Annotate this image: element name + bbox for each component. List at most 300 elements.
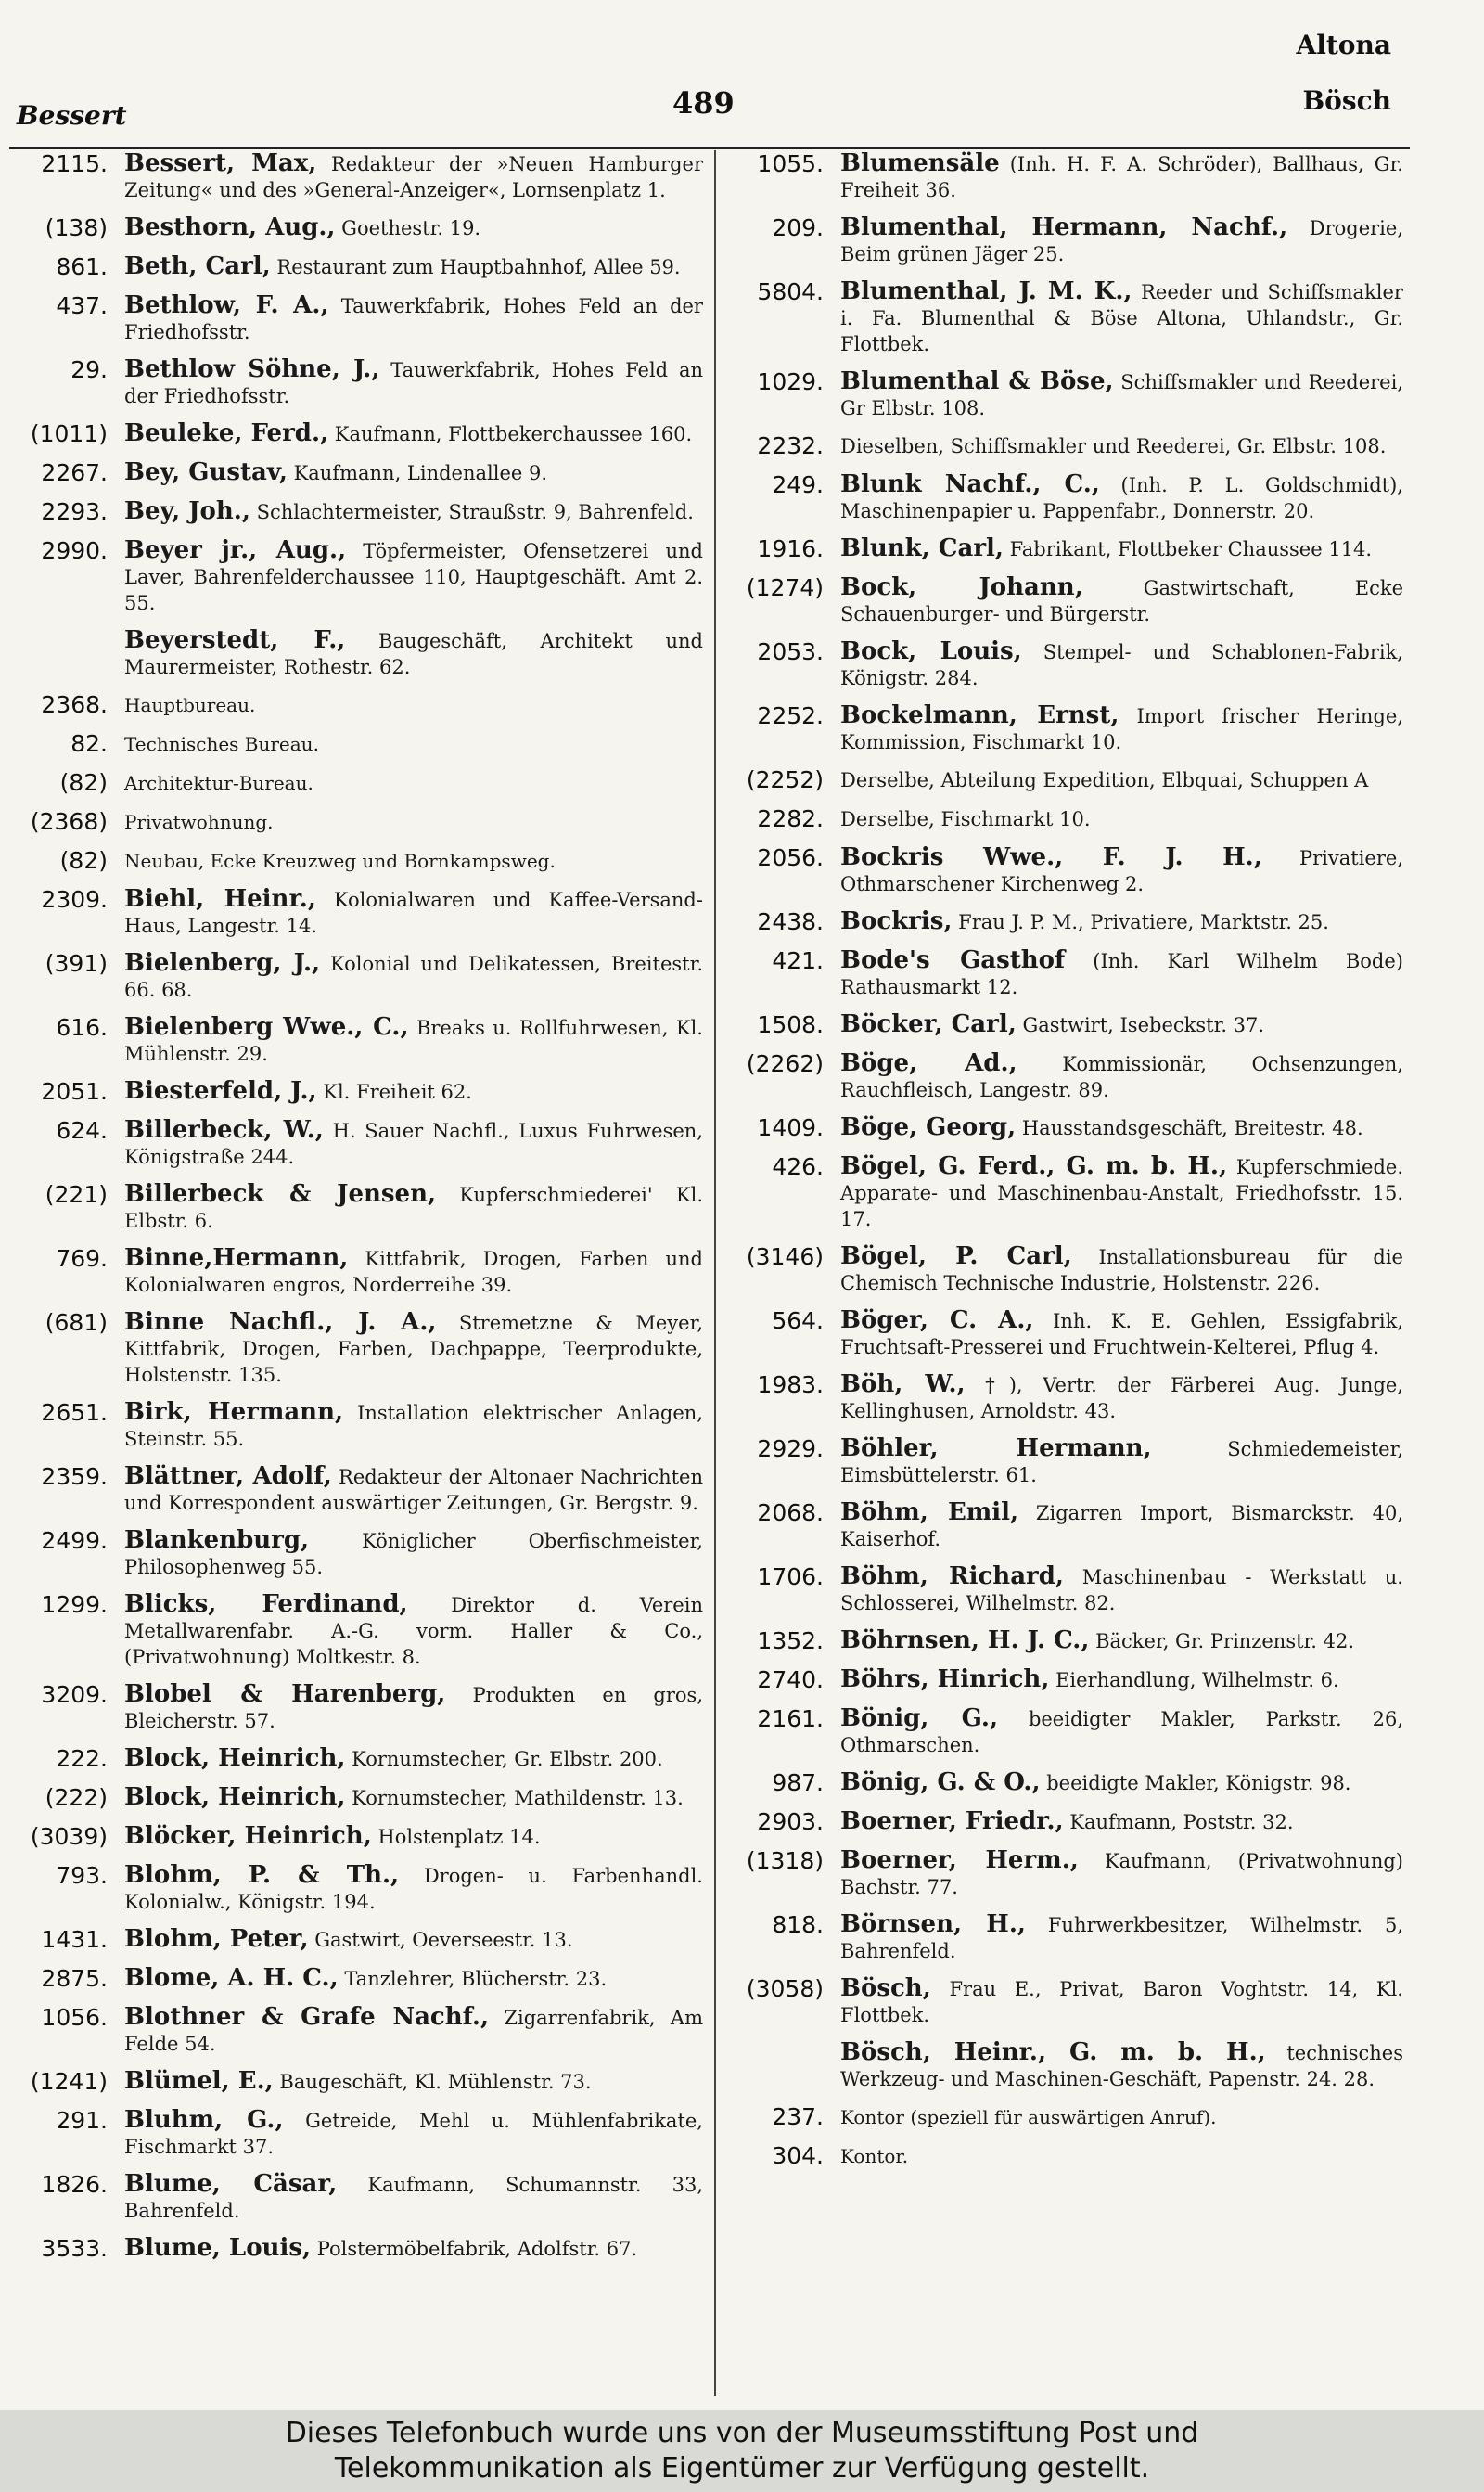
phone-number: (1011) [30, 420, 108, 447]
entry-details: Kaufmann, (Privatwohnung) Bachstr. 77. [840, 1850, 1403, 1898]
directory-entry [17, 1862, 703, 1915]
phone-number: 564. [772, 1307, 824, 1334]
subscriber-name: Biehl, Heinr., [124, 885, 316, 913]
entry-details: Tanzlehrer, Blücherstr. 23. [344, 1968, 608, 1990]
subscriber-name: Böh, W., [840, 1370, 966, 1398]
entry-details: Kupferschmiede. Apparate- und Maschinenbau-Anstalt, Friedhofsstr. 15. 17. [840, 1156, 1403, 1230]
entry-details: Restaurant zum Hauptbahnhof, Allee 59. [276, 256, 681, 278]
phone-number: 2438. [757, 908, 824, 935]
entry-details: Installationsbureau für die Chemisch Technische Industrie, Holstenstr. 226. [840, 1246, 1403, 1294]
entry-details: (Inh. Karl Wilhelm Bode) Rathausmarkt 12. [840, 950, 1403, 998]
directory-entry [17, 1245, 703, 1298]
entry-details: Kolonialwaren und Kaffee-Versand-Haus, Langestr. 14. [124, 889, 703, 937]
entry-details: Stempel- und Schablonen-Fabrik, Königstr. 284. [840, 641, 1403, 689]
entry-details: Installation elektrischer Anlagen, Steinstr. 55. [124, 1402, 703, 1450]
entry-details: (Inh. H. F. A. Schröder), Ballhaus, Gr. Freiheit 36. [840, 153, 1403, 201]
directory-entry [731, 1153, 1403, 1232]
directory-entry [17, 498, 703, 526]
entry-details: Kornumstecher, Mathildenstr. 13. [352, 1787, 684, 1809]
directory-entry [17, 769, 703, 797]
entry-text [124, 1078, 703, 1105]
entry-details: Derselbe, Abteilung Expedition, Elbquai, Schuppen A [840, 769, 1369, 791]
entry-details: Goethestr. 19. [341, 217, 481, 239]
entry-details: Kupferschmiederei' Kl. Elbstr. 6. [124, 1184, 703, 1232]
phone-number: 1409. [757, 1114, 824, 1141]
phone-number: 2282. [757, 805, 824, 832]
entry-details: Kittfabrik, Drogen, Farben und Kolonialwaren engros, Norderreihe 39. [124, 1248, 703, 1296]
phone-number: 2740. [757, 1666, 824, 1693]
entry-details: Redakteur der Altonaer Nachrichten und Korrespondent auswärtiger Zeitungen, Gr. Bergstr. 9. [124, 1466, 703, 1514]
entry-details: Getreide, Mehl u. Mühlenfabrikate, Fischmarkt 37. [124, 2110, 703, 2158]
subscriber-name: Bock, Louis, [840, 637, 1022, 665]
entry-text [124, 886, 703, 939]
entry-details: Polstermöbelfabrik, Adolfstr. 67. [316, 2238, 638, 2260]
directory-entry [17, 1784, 703, 1812]
directory-entry [731, 702, 1403, 755]
directory-entry [17, 459, 703, 487]
entry-details: Kaufmann, Poststr. 32. [1069, 1811, 1294, 1833]
entry-details: beeidigter Makler, Parkstr. 26, Othmarschen. [840, 1708, 1403, 1756]
entry-text [840, 432, 1403, 459]
entry-text [840, 1911, 1403, 1964]
phone-number: (1274) [746, 574, 824, 601]
phone-number: 29. [70, 356, 108, 383]
entry-text [124, 253, 703, 280]
entry-text [124, 1117, 703, 1170]
entry-details: Kornumstecher, Gr. Elbstr. 200. [352, 1748, 663, 1770]
subscriber-name: Bielenberg, J., [124, 949, 321, 977]
subscriber-name: Blumensäle [840, 149, 1000, 177]
entry-text [124, 2068, 703, 2095]
entry-details: Tauwerkfabrik, Hohes Feld an der Friedhofsstr. [124, 359, 704, 407]
phone-number: (221) [45, 1181, 108, 1208]
entry-text [840, 1499, 1403, 1552]
subscriber-name: Blunk, Carl, [840, 534, 1004, 562]
directory-entry [17, 808, 703, 836]
phone-number: 1299. [41, 1591, 108, 1618]
footer-line-2: Telekommunikation als Eigentümer zur Verfügung gestellt. [334, 2452, 1150, 2485]
entry-details: Neubau, Ecke Kreuzweg und Bornkampsweg. [124, 850, 556, 872]
directory-entry [17, 2004, 703, 2057]
directory-entry [17, 253, 703, 281]
subscriber-name: Blumenthal & Böse, [840, 367, 1114, 395]
entry-details: Drogerie, Beim grünen Jäger 25. [840, 217, 1403, 265]
subscriber-name: Beyer jr., Aug., [124, 536, 347, 564]
subscriber-name: Bethlow, F. A., [124, 291, 329, 319]
phone-number: 818. [772, 1911, 824, 1938]
entry-details: Bäcker, Gr. Prinzenstr. 42. [1095, 1630, 1355, 1652]
phone-number: 291. [56, 2107, 108, 2134]
header-last-entry: Bösch [1302, 85, 1391, 116]
entry-text [124, 808, 703, 835]
directory-entry [731, 1307, 1403, 1360]
directory-entry [731, 1011, 1403, 1039]
subscriber-name: Blohm, P. & Th., [124, 1861, 400, 1889]
directory-entry [17, 730, 703, 758]
phone-number: 2293. [41, 498, 108, 525]
phone-number: 3209. [41, 1681, 108, 1708]
entry-text [840, 368, 1403, 421]
directory-entry [731, 1847, 1403, 1900]
phone-number: (1241) [30, 2068, 108, 2095]
phone-number: 2056. [757, 844, 824, 871]
directory-entry [731, 214, 1403, 267]
entry-text [840, 1627, 1403, 1654]
subscriber-name: Böhler, Hermann, [840, 1434, 1152, 1462]
phone-number: 2051. [41, 1078, 108, 1105]
directory-entry [17, 2235, 703, 2263]
entry-text [124, 459, 703, 486]
directory-entry [731, 150, 1403, 203]
subscriber-name: Blume, Louis, [124, 2234, 312, 2262]
phone-number: (2262) [746, 1050, 824, 1077]
directory-entry [731, 1371, 1403, 1424]
subscriber-name: Bock, Johann, [840, 573, 1083, 601]
subscriber-name: Blunk Nachf., C., [840, 470, 1100, 498]
phone-number: 793. [56, 1862, 108, 1889]
phone-number: 237. [772, 2103, 824, 2130]
entry-details: Frau E., Privat, Baron Voghtstr. 14, Kl. Flottbek. [840, 1978, 1403, 2026]
entry-text [840, 844, 1403, 897]
entry-text [124, 1245, 703, 1298]
entry-text [840, 1666, 1403, 1693]
entry-text [840, 150, 1403, 203]
entry-details: Drogen- u. Farbenhandl. Kolonialw., Königstr. 194. [124, 1865, 703, 1913]
directory-entry [17, 2171, 703, 2224]
phone-number: (222) [45, 1784, 108, 1811]
entry-text [124, 950, 703, 1003]
directory-entry [17, 1965, 703, 1993]
directory-entry [731, 1705, 1403, 1758]
entry-details: Kaufmann, Flottbekerchaussee 160. [334, 423, 693, 445]
entry-details: Kaufmann, Lindenallee 9. [293, 462, 548, 484]
directory-entry [731, 1769, 1403, 1797]
entry-details: Fabrikant, Flottbeker Chaussee 114. [1009, 538, 1373, 560]
entry-text [124, 1862, 703, 1915]
entry-text [124, 1527, 703, 1580]
entry-details: Kontor (speziell für auswärtigen Anruf). [840, 2106, 1217, 2128]
entry-details: Privatiere, Othmarschener Kirchenweg 2. [840, 847, 1403, 895]
directory-entry [17, 886, 703, 939]
phone-number: 2359. [41, 1463, 108, 1490]
directory-entry [17, 627, 703, 680]
directory-entry [17, 847, 703, 875]
entry-details: Baugeschäft, Kl. Mühlenstr. 73. [279, 2071, 592, 2093]
entry-details: Zigarrenfabrik, Am Felde 54. [124, 2007, 703, 2055]
subscriber-name: Bockris Wwe., F. J. H., [840, 843, 1262, 871]
entry-details: Kl. Freiheit 62. [323, 1081, 472, 1103]
entry-text [124, 420, 703, 447]
entry-text [840, 1769, 1403, 1796]
phone-number: 624. [56, 1117, 108, 1144]
subscriber-name: Bönig, G., [840, 1704, 999, 1732]
directory-entry [731, 766, 1403, 794]
directory-entry [17, 1309, 703, 1388]
directory-entry [17, 1463, 703, 1516]
directory-entry [731, 278, 1403, 357]
entry-details: (Inh. P. L. Goldschmidt), Maschinenpapier u. Pappenfabr., Donnerstr. 20. [840, 474, 1403, 522]
phone-number: 861. [56, 253, 108, 280]
entry-details: Hauptbureau. [124, 694, 256, 716]
entry-text [124, 1965, 703, 1992]
phone-number: 987. [772, 1769, 824, 1796]
entry-text [840, 1307, 1403, 1360]
directory-entry [17, 1681, 703, 1734]
subscriber-name: Billerbeck & Jensen, [124, 1180, 437, 1208]
directory-entry [731, 535, 1403, 563]
entry-text [124, 1014, 703, 1067]
entry-text [124, 214, 703, 241]
entry-text [124, 1823, 703, 1850]
entry-details: Frau J. P. M., Privatiere, Marktstr. 25. [958, 911, 1329, 933]
entry-details: Kommissionär, Ochsenzungen, Rauchfleisch, Langestr. 89. [840, 1053, 1403, 1101]
subscriber-name: Böhm, Emil, [840, 1498, 1019, 1526]
entry-text [840, 535, 1403, 562]
subscriber-name: Blothner & Grafe Nachf., [124, 2003, 490, 2031]
entry-details: Produkten en gros, Bleicherstr. 57. [124, 1684, 703, 1732]
subscriber-name: Boerner, Herm., [840, 1846, 1079, 1874]
directory-entry [17, 691, 703, 719]
entry-text [840, 805, 1403, 832]
entry-details: Dieselben, Schiffsmakler und Reederei, Gr. Elbstr. 108. [840, 435, 1387, 457]
subscriber-name: Beyerstedt, F., [124, 626, 346, 654]
subscriber-name: Börnsen, H., [840, 1910, 1026, 1938]
subscriber-name: Bey, Gustav, [124, 458, 288, 486]
phone-number: 3533. [41, 2235, 108, 2262]
subscriber-name: Bielenberg Wwe., C., [124, 1013, 409, 1041]
entry-details: Redakteur der »Neuen Hamburger Zeitung« und des »General-Anzeiger«, Lornsenplatz 1. [124, 153, 703, 201]
phone-number: 2929. [757, 1435, 824, 1462]
directory-entry [731, 805, 1403, 833]
directory-entry [17, 1078, 703, 1106]
entry-details: Privatwohnung. [124, 811, 274, 833]
entry-text [124, 292, 703, 345]
phone-number: 2068. [757, 1499, 824, 1526]
entry-text [124, 1784, 703, 1811]
directory-entry [17, 1181, 703, 1234]
entry-text [124, 627, 703, 680]
phone-number: 2309. [41, 886, 108, 913]
entry-text [124, 1745, 703, 1772]
subscriber-name: Böhm, Richard, [840, 1562, 1064, 1590]
phone-number: (82) [59, 769, 108, 796]
entry-text [840, 1975, 1403, 2028]
directory-entry [731, 1114, 1403, 1142]
phone-number: 2232. [757, 432, 824, 459]
entry-text [124, 1463, 703, 1516]
entry-text [840, 1371, 1403, 1424]
subscriber-name: Birk, Hermann, [124, 1398, 344, 1426]
directory-entry [17, 537, 703, 616]
entry-text [124, 730, 703, 757]
subscriber-name: Beuleke, Ferd., [124, 419, 329, 447]
phone-number: (681) [45, 1309, 108, 1336]
phone-number: 1983. [757, 1371, 824, 1398]
subscriber-name: Binne Nachfl., J. A., [124, 1308, 437, 1336]
directory-entry [17, 356, 703, 409]
directory-entry [731, 1911, 1403, 1964]
entry-text [840, 1705, 1403, 1758]
subscriber-name: Binne,Hermann, [124, 1244, 349, 1272]
entry-text [840, 2039, 1403, 2092]
entry-text [124, 150, 703, 203]
directory-entry [17, 1823, 703, 1851]
directory-entry [17, 1117, 703, 1170]
phone-number: (2368) [30, 808, 108, 835]
phone-number: 2161. [757, 1705, 824, 1732]
phone-number: 437. [56, 292, 108, 319]
directory-entry [17, 1527, 703, 1580]
directory-entry [17, 420, 703, 448]
subscriber-name: Blobel & Harenberg, [124, 1680, 446, 1708]
footer-line-1: Dieses Telefonbuch wurde uns von der Museumsstiftung Post und [285, 2417, 1199, 2449]
directory-entry [731, 368, 1403, 421]
entry-details: Gastwirt, Oeverseestr. 13. [314, 1929, 573, 1951]
directory-entry [731, 574, 1403, 627]
entry-details: Schiffsmakler und Reederei, Gr Elbstr. 108. [840, 371, 1403, 419]
phone-number: 2903. [757, 1808, 824, 1835]
directory-entry [731, 844, 1403, 897]
entry-text [840, 947, 1403, 1000]
subscriber-name: Bögel, P. Carl, [840, 1242, 1072, 1270]
entry-details: Königlicher Oberfischmeister, Philosophenweg 55. [124, 1530, 703, 1578]
phone-number: (138) [45, 214, 108, 241]
entry-details: Gastwirtschaft, Ecke Schauenburger- und Bürgerstr. [840, 577, 1403, 625]
subscriber-name: Blume, Cäsar, [124, 2170, 338, 2198]
subscriber-name: Blöcker, Heinrich, [124, 1822, 372, 1850]
subscriber-name: Bode's Gasthof [840, 946, 1066, 974]
entry-text [840, 702, 1403, 755]
entry-text [840, 908, 1403, 935]
directory-entry [731, 1808, 1403, 1836]
subscriber-name: Bögel, G. Ferd., G. m. b. H., [840, 1152, 1228, 1180]
entry-text [840, 2103, 1403, 2130]
directory-entry [17, 1926, 703, 1954]
subscriber-name: Boerner, Friedr., [840, 1807, 1064, 1835]
phone-number: 222. [56, 1745, 108, 1772]
subscriber-name: Blankenburg, [124, 1526, 310, 1554]
phone-number: 1029. [757, 368, 824, 395]
subscriber-name: Blättner, Adolf, [124, 1462, 332, 1490]
entry-details: Eierhandlung, Wilhelmstr. 6. [1055, 1669, 1339, 1691]
entry-text [840, 1808, 1403, 1835]
entry-text [840, 1847, 1403, 1900]
entry-details: Inh. K. E. Gehlen, Essigfabrik, Fruchtsaft-Presserei und Fruchtwein-Kelterei, Pflug 4. [840, 1310, 1403, 1358]
directory-entry [731, 432, 1403, 460]
entry-details: Fuhrwerkbesitzer, Wilhelmstr. 5, Bahrenfeld. [840, 1914, 1403, 1962]
entry-details: Architektur-Bureau. [124, 772, 313, 794]
subscriber-name: Bockelmann, Ernst, [840, 701, 1119, 729]
entry-text [840, 2142, 1403, 2169]
phone-number: 1706. [757, 1563, 824, 1590]
phone-number: (2252) [746, 766, 824, 793]
directory-entry [731, 947, 1403, 1000]
directory-entry [17, 1014, 703, 1067]
directory-entry [731, 2142, 1403, 2170]
phone-number: 249. [772, 471, 824, 498]
entry-text [840, 766, 1403, 793]
entry-details: Stremetzne & Meyer, Kittfabrik, Drogen, Farben, Dachpappe, Teerprodukte, Holstenstr. 135. [124, 1312, 703, 1386]
subscriber-name: Block, Heinrich, [124, 1744, 346, 1772]
entry-details: Maschinenbau - Werkstatt u. Schlosserei, Wilhelmstr. 82. [840, 1566, 1403, 1614]
entry-details: Kaufmann, Schumannstr. 33, Bahrenfeld. [124, 2174, 703, 2222]
directory-entry [17, 1591, 703, 1670]
entry-text [124, 847, 703, 874]
entry-details: Töpfermeister, Ofensetzerei und Laver, Bahrenfelderchaussee 110, Hauptgeschäft. Amt 2. 55. [124, 540, 703, 614]
subscriber-name: Bösch, [840, 1974, 931, 2002]
phone-number: 5804. [757, 278, 824, 305]
entry-text [840, 1563, 1403, 1616]
left-column [17, 150, 703, 2274]
directory-entry [731, 471, 1403, 524]
directory-entry [17, 2068, 703, 2096]
entry-text [840, 278, 1403, 357]
phone-number: 616. [56, 1014, 108, 1041]
phone-number: 1056. [41, 2004, 108, 2031]
phone-number: 1055. [757, 150, 824, 177]
entry-text [840, 1114, 1403, 1141]
right-column [731, 150, 1403, 2181]
entry-text [124, 1309, 703, 1388]
directory-entry [17, 1399, 703, 1452]
directory-entry [17, 214, 703, 242]
directory-entry [17, 150, 703, 203]
column-divider [714, 150, 716, 2396]
subscriber-name: Bockris, [840, 907, 953, 935]
phone-number: 2368. [41, 691, 108, 718]
entry-text [840, 1435, 1403, 1488]
entry-details: Direktor d. Verein Metallwarenfabr. A.-G. vorm. Haller & Co., (Privatwohnung) Moltkestr. 8. [124, 1594, 703, 1668]
phone-number: 1916. [757, 535, 824, 562]
phone-number: 2115. [41, 150, 108, 177]
entry-text [840, 471, 1403, 524]
entry-details: Kolonial und Delikatessen, Breitestr. 66. 68. [124, 953, 704, 1001]
phone-number: 1431. [41, 1926, 108, 1953]
directory-entry [731, 1563, 1403, 1616]
directory-entry [731, 1050, 1403, 1103]
phone-number: 769. [56, 1245, 108, 1272]
entry-text [124, 2171, 703, 2224]
directory-entry [731, 1666, 1403, 1694]
subscriber-name: Böge, Georg, [840, 1113, 1017, 1141]
directory-entry [731, 1499, 1403, 1552]
subscriber-name: Blumenthal, J. M. K., [840, 277, 1132, 305]
directory-entry [731, 1975, 1403, 2028]
phone-number: (3058) [746, 1975, 824, 2002]
subscriber-name: Bluhm, G., [124, 2106, 284, 2134]
entry-text [124, 1591, 703, 1670]
directory-entry [731, 2103, 1403, 2131]
entry-details: Schmiedemeister, Eimsbüttelerstr. 61. [840, 1438, 1403, 1486]
phone-number: 2252. [757, 702, 824, 729]
entry-text [124, 1181, 703, 1234]
entry-text [124, 1399, 703, 1452]
subscriber-name: Blohm, Peter, [124, 1925, 309, 1953]
entry-text [840, 214, 1403, 267]
entry-details: Technisches Bureau. [124, 733, 319, 755]
entry-text [124, 1681, 703, 1734]
entry-details: Schlachtermeister, Straußstr. 9, Bahrenfeld. [256, 501, 694, 523]
entry-details: Zigarren Import, Bismarckstr. 40, Kaiserhof. [840, 1502, 1403, 1550]
subscriber-name: Bönig, G. & O., [840, 1768, 1041, 1796]
entry-details: Reeder und Schiffsmakler i. Fa. Blumenthal & Böse Altona, Uhlandstr., Gr. Flottbek. [840, 281, 1403, 355]
subscriber-name: Böge, Ad., [840, 1049, 1017, 1077]
entry-details: Breaks u. Rollfuhrwesen, Kl. Mühlenstr. 29. [124, 1017, 703, 1065]
subscriber-name: Blome, A. H. C., [124, 1964, 339, 1992]
phone-number: 2053. [757, 638, 824, 665]
subscriber-name: Böger, C. A., [840, 1306, 1034, 1334]
subscriber-name: Blümel, E., [124, 2067, 274, 2095]
